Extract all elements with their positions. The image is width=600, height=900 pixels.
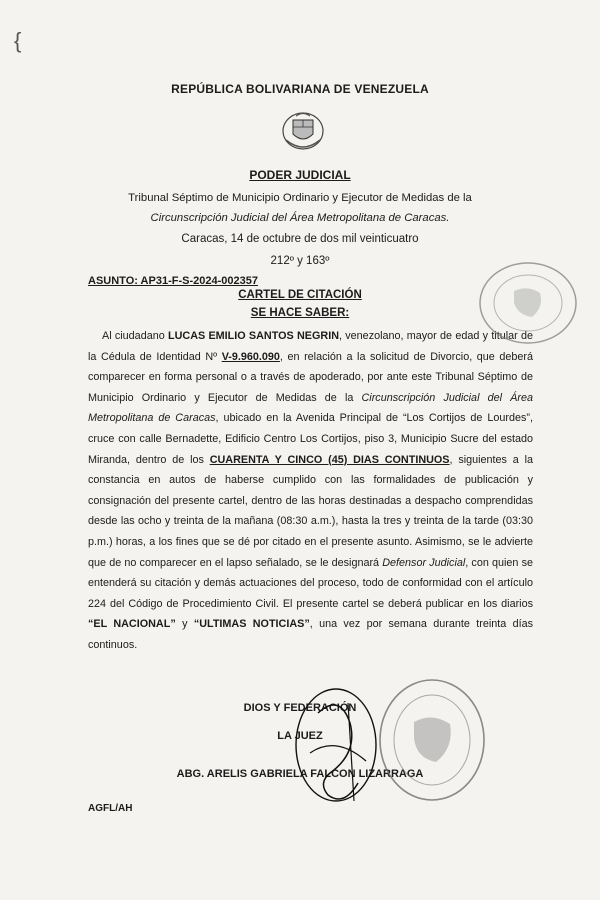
body-text-7: y <box>175 618 194 631</box>
defendant-name: LUCAS EMILIO SANTOS NEGRIN <box>168 330 339 342</box>
years-line: 212º y 163º <box>270 255 330 267</box>
margin-mark: { <box>14 28 22 53</box>
case-number: ASUNTO: AP31-F-S-2024-002357 <box>88 275 258 287</box>
body-text-1: Al ciudadano <box>102 330 168 342</box>
institution-heading: PODER JUDICIAL <box>249 168 351 182</box>
judge-role: LA JUEZ <box>277 730 323 742</box>
court-stamp-top <box>470 255 580 350</box>
public-defender: Defensor Judicial <box>382 556 466 569</box>
newspaper-2: “ULTIMAS NOTICIAS” <box>193 618 310 631</box>
republic-heading: REPÚBLICA BOLIVARIANA DE VENEZUELA <box>171 82 429 96</box>
body-text-3: , en relación a la solicitud de Divorcio, que deberá comparecer en forma personal o a través de apoderado, por ante este Tribunal Séptimo de Municipio Ordinario y Ejecutor de Medidas de la <box>88 350 533 404</box>
judge-name: ABG. ARELIS GABRIELA FALCON LIZARRAGA <box>176 768 424 780</box>
document-title: CARTEL DE CITACIÓN <box>238 289 362 301</box>
body-text-5: , siguientes a la constancia en autos de haberse cumplido con las formalidades de publicación y consignación del presente cartel, dentro de las horas destinadas a despacho comprendidas desde las ocho y treinta de la mañana (08:30 a.m.), hasta la tres y treinta de la tarde (03:30 p.m.) horas, a los fines que se dé por citado en el presente asunto. Asimismo, se le advierte que de no comparecer en el lapso señalado, se le designará <box>88 453 533 569</box>
newspaper-1: “EL NACIONAL” <box>88 618 176 631</box>
citation-body <box>88 326 533 656</box>
judge-signature <box>288 683 393 818</box>
circumscription: Circunscripción Judicial del Área Metropolitana de Caracas <box>88 391 533 425</box>
term-period: CUARENTA Y CINCO (45) DIAS CONTINUOS <box>209 453 450 466</box>
body-text-8: , una vez por semana durante treinta días continuos. <box>88 618 533 651</box>
body-text-6: , con quien se entenderá su citación y demás actuaciones del proceso, todo de conformidad con el artículo 224 del Código de Procedimiento Civil. El presente cartel se deberá publicar en los diarios <box>88 556 534 610</box>
tribunal-line-1: Tribunal Séptimo de Municipio Ordinario y Ejecutor de Medidas de la <box>128 192 472 204</box>
body-text-4: , ubicado en la Avenida Principal de “Los Cortijos de Lourdes”, cruce con calle Bernadette, Edificio Centro Los Cortijos, piso 3, Municipio Sucre del estado Miranda, dentro de los <box>88 412 533 466</box>
closing-motto: DIOS Y FEDERACIÓN <box>243 702 357 714</box>
city-date: Caracas, 14 de octubre de dos mil veinticuatro <box>181 233 419 245</box>
id-number: V-9.960.090 <box>221 350 280 363</box>
body-text-2: , venezolano, mayor de edad y titular de la Cédula de Identidad Nº <box>88 330 534 363</box>
tribunal-line-2: Circunscripción Judicial del Área Metropolitana de Caracas. <box>150 212 450 224</box>
document-subtitle: SE HACE SABER: <box>250 307 350 319</box>
initials: AGFL/AH <box>88 803 133 814</box>
coat-of-arms-icon <box>280 110 326 152</box>
